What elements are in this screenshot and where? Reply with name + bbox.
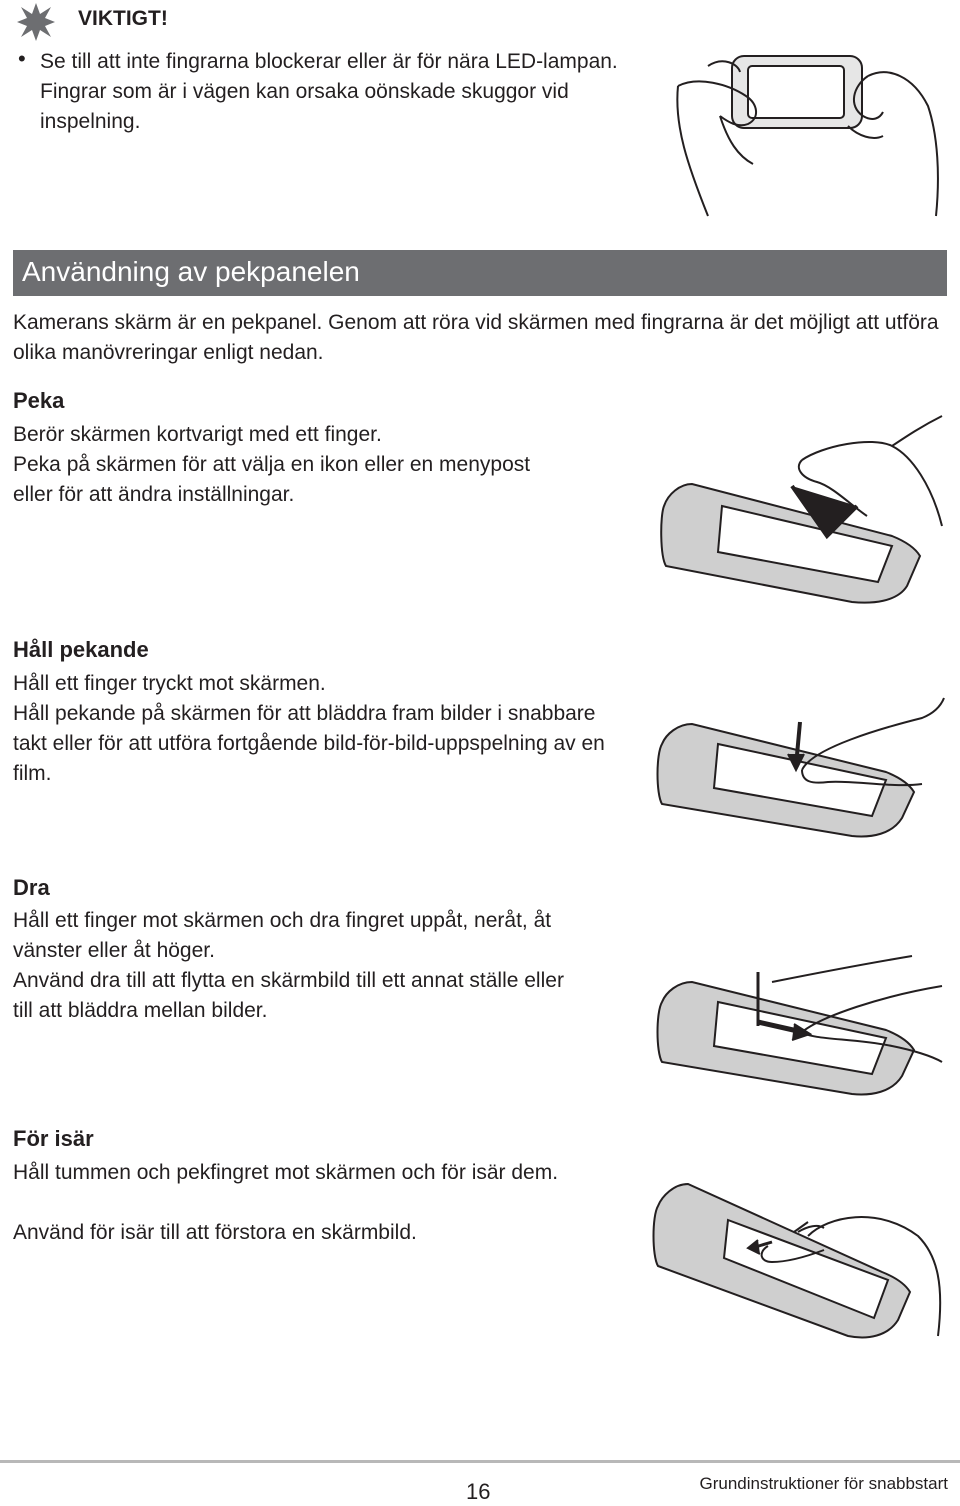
gesture-title-hall-pekande: Håll pekande	[13, 637, 149, 662]
section-title: Användning av pekpanelen	[22, 256, 360, 287]
gesture-text-for-isar-2: Använd för isär till att förstora en skärmbild.	[13, 1221, 417, 1244]
gesture-title-dra: Dra	[13, 875, 50, 900]
hold-gesture-illustration	[652, 688, 946, 844]
gesture-text-dra-2: Använd dra till att flytta en skärmbild till ett annat ställe eller till att bläddra mellan bilder.	[13, 969, 564, 1022]
gesture-text-hall-2: Håll pekande på skärmen för att bläddra fram bilder i snabbare takt eller för att utföra fortgående bild-för-bild-uppspelning av en film.	[13, 702, 605, 785]
bullet-dot: •	[18, 46, 26, 71]
gesture-title-for-isar: För isär	[13, 1126, 94, 1151]
page-number: 16	[466, 1479, 491, 1504]
gesture-text-peka-2: Peka på skärmen för att välja en ikon eller en menypost eller för att ändra inställningar.	[13, 453, 531, 506]
warning-burst-icon	[16, 2, 56, 42]
gesture-text-dra-1: Håll ett finger mot skärmen och dra fingret uppåt, neråt, åt vänster eller åt höger.	[13, 909, 552, 962]
gesture-text-hall-1: Håll ett finger tryckt mot skärmen.	[13, 672, 326, 695]
hands-holding-camera-illustration	[668, 46, 946, 224]
drag-gesture-illustration	[652, 936, 946, 1104]
gesture-text-peka-1: Berör skärmen kortvarigt med ett finger.	[13, 423, 382, 446]
footer-rule	[0, 1460, 960, 1463]
pinch-out-gesture-illustration	[648, 1176, 946, 1346]
gesture-title-peka: Peka	[13, 388, 65, 413]
footer-text: Grundinstruktioner för snabbstart	[699, 1474, 948, 1493]
warning-bullet: Se till att inte fingrarna blockerar eller är för nära LED-lampan. Fingrar som är i vägen kan orsaka oönskade skuggor vid inspelning.	[40, 50, 618, 133]
section-intro: Kamerans skärm är en pekpanel. Genom att röra vid skärmen med fingrarna är det möjligt att utföra olika manövreringar enligt nedan.	[13, 311, 939, 364]
warning-title: VIKTIGT!	[78, 7, 168, 30]
tap-gesture-illustration	[652, 406, 946, 610]
gesture-text-for-isar-1: Håll tummen och pekfingret mot skärmen och för isär dem.	[13, 1161, 559, 1184]
